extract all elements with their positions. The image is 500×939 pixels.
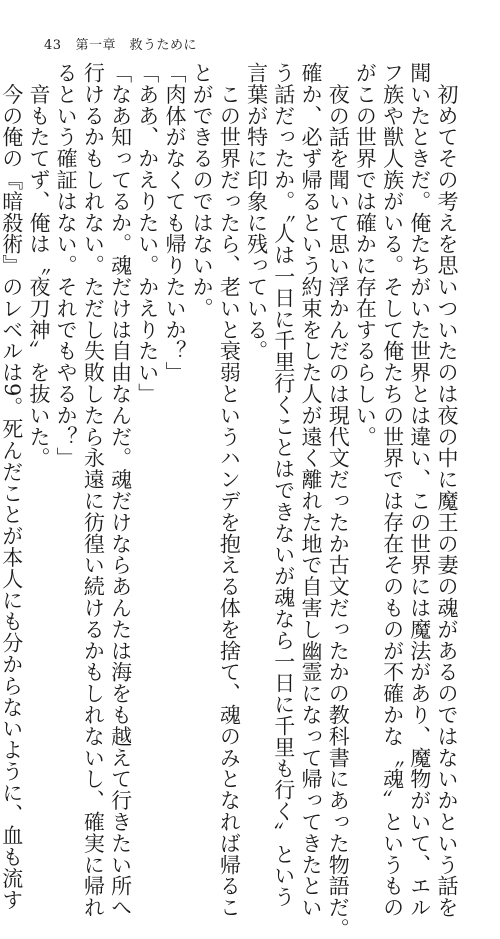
vertical-text-body — [0, 62, 460, 939]
text-line: とができるのではないか。 — [190, 62, 215, 319]
text-line: う話だったか。〝人は一日に千里行くことはできないが魂なら一日に千里も行く〟という — [271, 62, 296, 908]
text-line: 今の俺の『暗殺術』のレベルは9。死んだことが本人にも分からないように、血も流す — [0, 62, 24, 911]
text-line: 初めてその考えを思いついたのは夜の中に魔王の妻の魂があるのではないかという話を — [435, 62, 459, 918]
text-line: 夜の話を聞いて思い浮かんだのは現代文だったか古文だったかの教科書にあった物語だ。 — [326, 62, 351, 939]
running-head — [44, 34, 197, 53]
text-line: フ族や獣人族がいる。そして俺たちの世界では存在そのものが不確かな〝魂〟というもの — [380, 62, 405, 918]
dialogue-line: 行けるかもしれない。ただし失敗したら永遠に彷徨い続けるかもしれないし、確実に帰れ — [81, 62, 106, 918]
text-line: 聞いたときだ。俺たちがいた世界とは違い、この世界には魔法があり、魔物がいて、エル — [407, 62, 432, 918]
chapter-title: 第一章 救うために — [75, 38, 198, 53]
dialogue-line: 「肉体がなくても帰りたいか？」 — [162, 62, 187, 383]
text-line: 確か、必ず帰るという約束をした人が遠く離れた地で自害し幽霊になって帰ってきたとい — [298, 62, 323, 918]
page-number: 43 — [44, 38, 62, 53]
text-line: 言葉が特に印象に残っている。 — [244, 62, 269, 362]
dialogue-line: るという確証はない。それでもやるか？」 — [54, 62, 79, 469]
dialogue-line: 「ああ、かえりたい。かえりたい」 — [135, 62, 160, 405]
dialogue-line: 「なあ知ってるか。魂だけは自由なんだ。魂だけならあんたは海をも越えて行きたい所へ — [108, 62, 133, 918]
text-line: がこの世界では確かに存在するらしい。 — [353, 62, 378, 448]
text-line: 音もたてず、俺は〝夜刀神〟を抜いた。 — [26, 62, 51, 469]
text-line: この世界だったら、老いと衰弱というハンデを抱える体を捨て、魂のみとなれば帰るこ — [217, 62, 242, 918]
